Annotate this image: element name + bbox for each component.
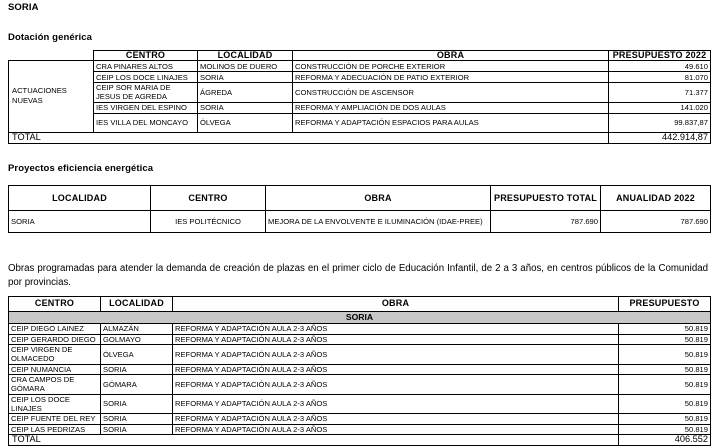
column-header-centro: CENTRO — [9, 297, 101, 312]
column-header-presupuesto: PRESUPUESTO — [619, 297, 711, 312]
table-total-row — [9, 435, 711, 446]
table-dotacion-generica — [8, 50, 711, 144]
table-group-header-row — [9, 312, 711, 324]
cell-obra: REFORMA Y ADAPTACIÓN AULA 2-3 AÑOS — [173, 364, 619, 375]
table-row — [9, 424, 711, 435]
table-row — [9, 345, 711, 364]
cell-localidad: SORIA — [101, 364, 173, 375]
cell-centro: CRA CAMPOS DE GÓMARA — [9, 375, 101, 394]
table-total-row — [9, 132, 711, 143]
cell-presupuesto: 50.819 — [619, 334, 711, 345]
column-header-blank — [9, 51, 94, 61]
cell-localidad: ÓLVEGA — [198, 113, 293, 132]
row-group-label-actuaciones-nuevas: ACTUACIONES NUEVAS — [9, 61, 94, 132]
cell-centro: CEIP GERARDO DIEGO — [9, 334, 101, 345]
table-row — [9, 61, 711, 72]
cell-presupuesto: 99.837,87 — [609, 113, 711, 132]
table-row — [9, 211, 711, 233]
cell-localidad: SORIA — [101, 414, 173, 425]
cell-obra: REFORMA Y ADAPTACIÓN AULA 2-3 AÑOS — [173, 324, 619, 335]
table-header-row — [9, 297, 711, 312]
cell-obra: CONSTRUCCIÓN DE PORCHE EXTERIOR — [293, 61, 609, 72]
column-header-localidad: LOCALIDAD — [9, 186, 151, 211]
column-header-obra: OBRA — [266, 186, 491, 211]
table-row — [9, 113, 711, 132]
cell-localidad: SORIA — [198, 72, 293, 83]
cell-centro: IES VILLA DEL MONCAYO — [94, 113, 198, 132]
cell-presupuesto: 50.819 — [619, 364, 711, 375]
column-header-obra: OBRA — [173, 297, 619, 312]
total-label: TOTAL — [9, 435, 619, 446]
cell-obra: REFORMA Y ADAPTACIÓN AULA 2-3 AÑOS — [173, 375, 619, 394]
cell-presupuesto: 50.819 — [619, 375, 711, 394]
cell-centro: CEIP LOS DOCE LINAJES — [94, 72, 198, 83]
table-row — [9, 334, 711, 345]
total-value: 442.914,87 — [609, 132, 711, 143]
cell-presupuesto: 49.610 — [609, 61, 711, 72]
table-row — [9, 375, 711, 394]
cell-presupuesto: 81.070 — [609, 72, 711, 83]
cell-localidad: ÁGREDA — [198, 83, 293, 102]
cell-localidad: SORIA — [198, 102, 293, 113]
cell-centro: IES VIRGEN DEL ESPINO — [94, 102, 198, 113]
cell-presupuesto: 50.819 — [619, 394, 711, 413]
group-label-soria: SORIA — [9, 312, 711, 324]
table-row — [9, 102, 711, 113]
cell-centro: CRA PINARES ALTOS — [94, 61, 198, 72]
cell-centro: CEIP LAS PEDRIZAS — [9, 424, 101, 435]
column-header-obra: OBRA — [293, 51, 609, 61]
table-plazas-educacion-infantil — [8, 296, 711, 446]
cell-localidad: GOLMAYO — [101, 334, 173, 345]
cell-presupuesto: 50.819 — [619, 324, 711, 335]
cell-presupuesto: 50.819 — [619, 424, 711, 435]
cell-localidad: MOLINOS DE DUERO — [198, 61, 293, 72]
table-row — [9, 364, 711, 375]
cell-obra: REFORMA Y ADAPTACIÓN AULA 2-3 AÑOS — [173, 334, 619, 345]
column-header-presupuesto-total: PRESUPUESTO TOTAL — [491, 186, 601, 211]
column-header-centro: CENTRO — [151, 186, 266, 211]
total-label: TOTAL — [9, 132, 609, 143]
cell-centro: CEIP SOR MARIA DE JESUS DE AGREDA — [94, 83, 198, 102]
cell-centro: CEIP DIEGO LAINEZ — [9, 324, 101, 335]
total-value: 406.552 — [619, 435, 711, 446]
cell-centro: CEIP VIRGEN DE OLMACEDO — [9, 345, 101, 364]
cell-obra: REFORMA Y AMPLIACIÓN DE DOS AULAS — [293, 102, 609, 113]
section-heading-proyectos-eficiencia-energetica: Proyectos eficiencia energética — [8, 163, 154, 174]
cell-localidad: ALMAZÁN — [101, 324, 173, 335]
table-header-row — [9, 186, 711, 211]
cell-obra: CONSTRUCCIÓN DE ASCENSOR — [293, 83, 609, 102]
table-row — [9, 414, 711, 425]
cell-localidad: GÓMARA — [101, 375, 173, 394]
cell-centro: CEIP NUMANCIA — [9, 364, 101, 375]
column-header-centro: CENTRO — [94, 51, 198, 61]
cell-localidad: SORIA — [101, 424, 173, 435]
cell-obra: REFORMA Y ADAPTACIÓN AULA 2-3 AÑOS — [173, 424, 619, 435]
cell-localidad: SORIA — [101, 394, 173, 413]
cell-presupuesto: 50.819 — [619, 414, 711, 425]
cell-obra: REFORMA Y ADAPTACIÓN ESPACIOS PARA AULAS — [293, 113, 609, 132]
cell-anualidad: 787.690 — [601, 211, 711, 233]
column-header-presupuesto: PRESUPUESTO 2022 — [609, 51, 711, 61]
cell-localidad: ÓLVEGA — [101, 345, 173, 364]
table-row — [9, 324, 711, 335]
cell-obra: REFORMA Y ADAPTACIÓN AULA 2-3 AÑOS — [173, 394, 619, 413]
cell-presupuesto: 141.020 — [609, 102, 711, 113]
cell-presupuesto-total: 787.690 — [491, 211, 601, 233]
cell-obra: REFORMA Y ADECUACIÓN DE PATIO EXTERIOR — [293, 72, 609, 83]
column-header-localidad: LOCALIDAD — [198, 51, 293, 61]
cell-presupuesto: 50.819 — [619, 345, 711, 364]
table-header-row — [9, 51, 711, 61]
cell-obra: REFORMA Y ADAPTACIÓN AULA 2-3 AÑOS — [173, 414, 619, 425]
cell-obra: MEJORA DE LA ENVOLVENTE E ILUMINACIÓN (IDAE-PREE) — [266, 211, 491, 233]
cell-localidad: SORIA — [9, 211, 151, 233]
cell-centro: IES POLITÉCNICO — [151, 211, 266, 233]
table-proyectos-eficiencia-energetica — [8, 185, 711, 233]
column-header-anualidad: ANUALIDAD 2022 — [601, 186, 711, 211]
table-row — [9, 72, 711, 83]
cell-centro: CEIP FUENTE DEL REY — [9, 414, 101, 425]
cell-obra: REFORMA Y ADAPTACIÓN AULA 2-3 AÑOS — [173, 345, 619, 364]
column-header-localidad: LOCALIDAD — [101, 297, 173, 312]
cell-presupuesto: 71.377 — [609, 83, 711, 102]
cell-centro: CEIP LOS DOCE LINAJES — [9, 394, 101, 413]
table-row — [9, 83, 711, 102]
province-heading: SORIA — [8, 2, 39, 13]
section-heading-dotacion-generica: Dotación genérica — [8, 32, 93, 43]
intro-paragraph: Obras programadas para atender la demanda de creación de plazas en el primer ciclo de Educación Infantil, de 2 a 3 años, en centros públicos de la Comunidad por provincias. — [8, 262, 708, 289]
